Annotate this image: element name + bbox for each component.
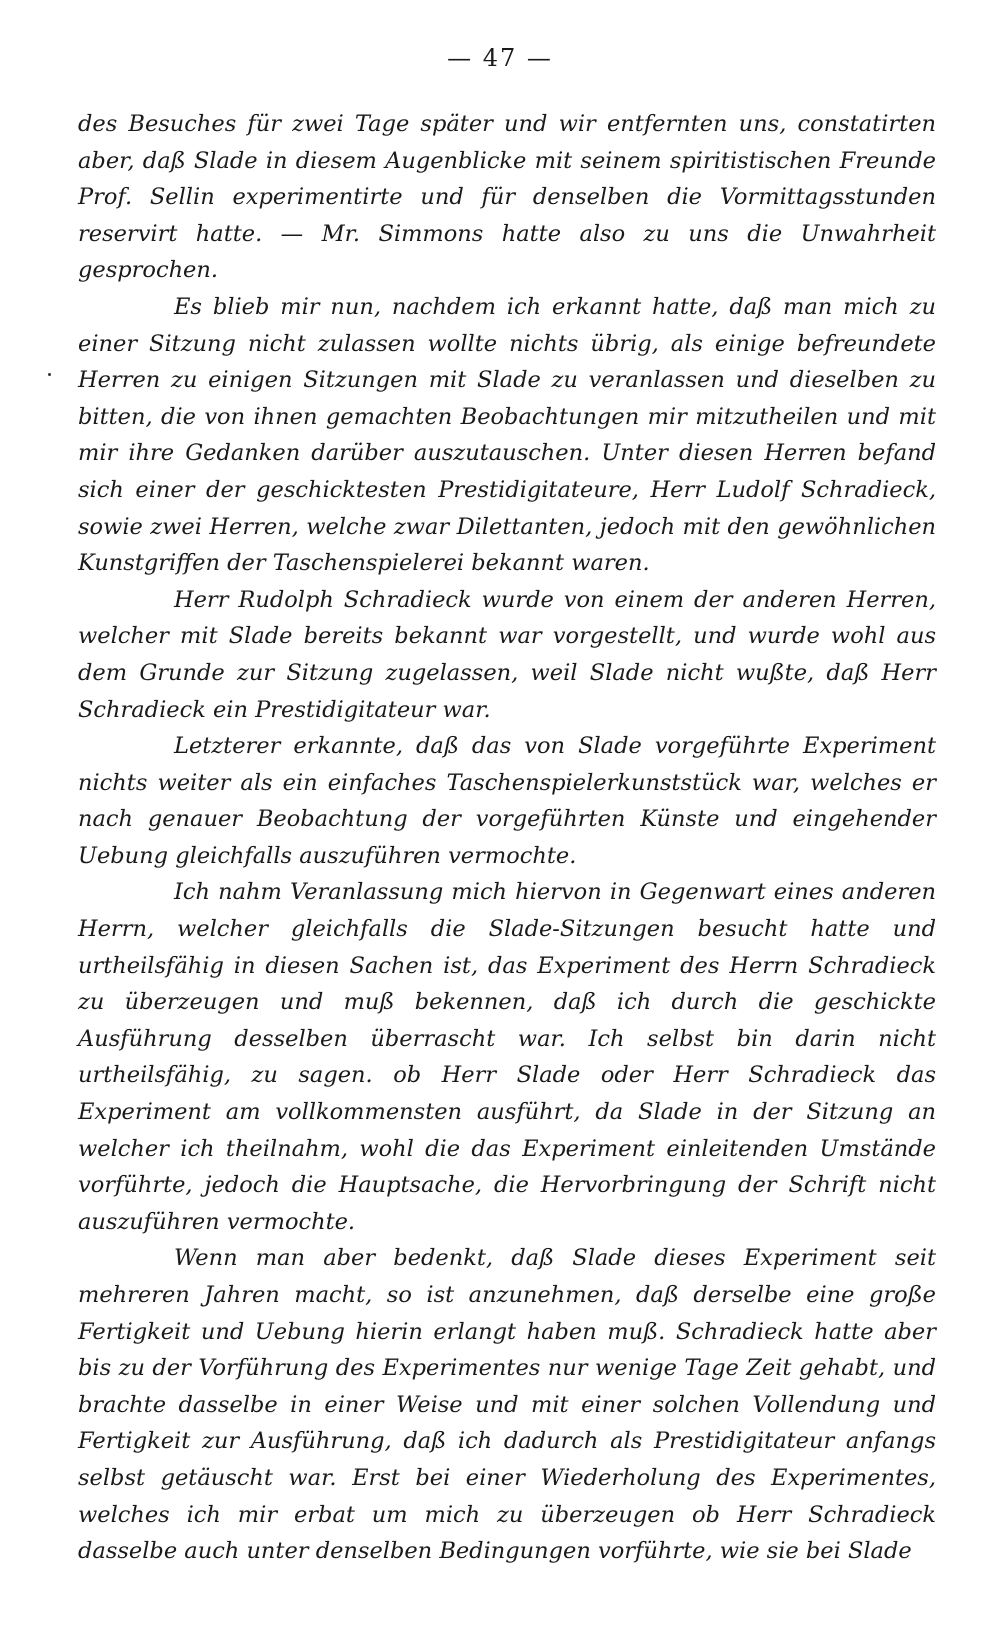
- margin-mark: [48, 373, 51, 376]
- paragraph: Herr Rudolph Schradieck wurde von einem der anderen Herren, welcher mit Slade bereits bekannt war vorgestellt, und wurde wohl aus dem Grunde zur Sitzung zugelassen, weil Slade nicht wußte, daß Herr Schradieck ein Prestidigitateur war.: [78, 586, 936, 723]
- paragraph: Es blieb mir nun, nachdem ich erkannt hatte, daß man mich zu einer Sitzung nicht zulassen wollte nichts übrig, als einige befreundete Herren zu einigen Sitzungen mit Slade zu veranlassen und dieselben zu bitten, die von ihnen gemachten Beobachtungen mir mitzutheilen und mit mir ihre Gedanken darüber auszutauschen. Unter diesen Herren befand sich einer der geschicktesten Prestidigitateure, Herr Ludolf Schradieck, sowie zwei Herren, welche zwar Dilettanten, jedoch mit den gewöhnlichen Kunstgriffen der Taschenspielerei bekannt waren.: [78, 293, 936, 577]
- paragraph: Ich nahm Veranlassung mich hiervon in Gegenwart eines anderen Herrn, welcher gleichfalls die Slade-Sitzungen besucht hatte und urtheilsfähig in diesen Sachen ist, das Experiment des Herrn Schradieck zu überzeugen und muß bekennen, daß ich durch die geschickte Ausführung desselben überrascht war. Ich selbst bin darin nicht urtheilsfähig, zu sagen. ob Herr Slade oder Herr Schradieck das Experiment am vollkommensten ausführt, da Slade in der Sitzung an welcher ich theilnahm, wohl die das Experiment einleitenden Umstände vorführte, jedoch die Hauptsache, die Hervorbringung der Schrift nicht auszuführen vermochte.: [78, 879, 936, 1235]
- paragraph: Wenn man aber bedenkt, daß Slade dieses Experiment seit mehreren Jahren macht, so ist anzunehmen, daß derselbe eine große Fertigkeit und Uebung hierin erlangt haben muß. Schradieck hatte aber bis zu der Vorführung des Experimentes nur wenige Tage Zeit gehabt, und brachte dasselbe in einer Weise und mit einer solchen Vollendung und Fertigkeit zur Ausführung, daß ich dadurch als Prestidigitateur anfangs selbst getäuscht war. Erst bei einer Wiederholung des Experimentes, welches ich mir erbat um mich zu überzeugen ob Herr Schradieck dasselbe auch unter denselben Bedingungen vorführte, wie sie bei Slade: [78, 1245, 936, 1565]
- paragraph: Letzterer erkannte, daß das von Slade vorgeführte Experiment nichts weiter als ein einfaches Taschenspielerkunststück war, welches er nach genauer Beobachtung der vorgeführten Künste und eingehender Uebung gleichfalls auszuführen vermochte.: [78, 733, 936, 869]
- page-number: — 47 —: [447, 44, 553, 72]
- body-text: [78, 106, 936, 1570]
- paragraph-continuation: des Besuches für zwei Tage später und wir entfernten uns, constatirten aber, daß Slade in diesem Augenblicke mit seinem spiritistischen Freunde Prof. Sellin experimentirte und für denselben die Vormittagsstunden reservirt hatte. — Mr. Simmons hatte also zu uns die Unwahrheit gesprochen.: [78, 111, 936, 284]
